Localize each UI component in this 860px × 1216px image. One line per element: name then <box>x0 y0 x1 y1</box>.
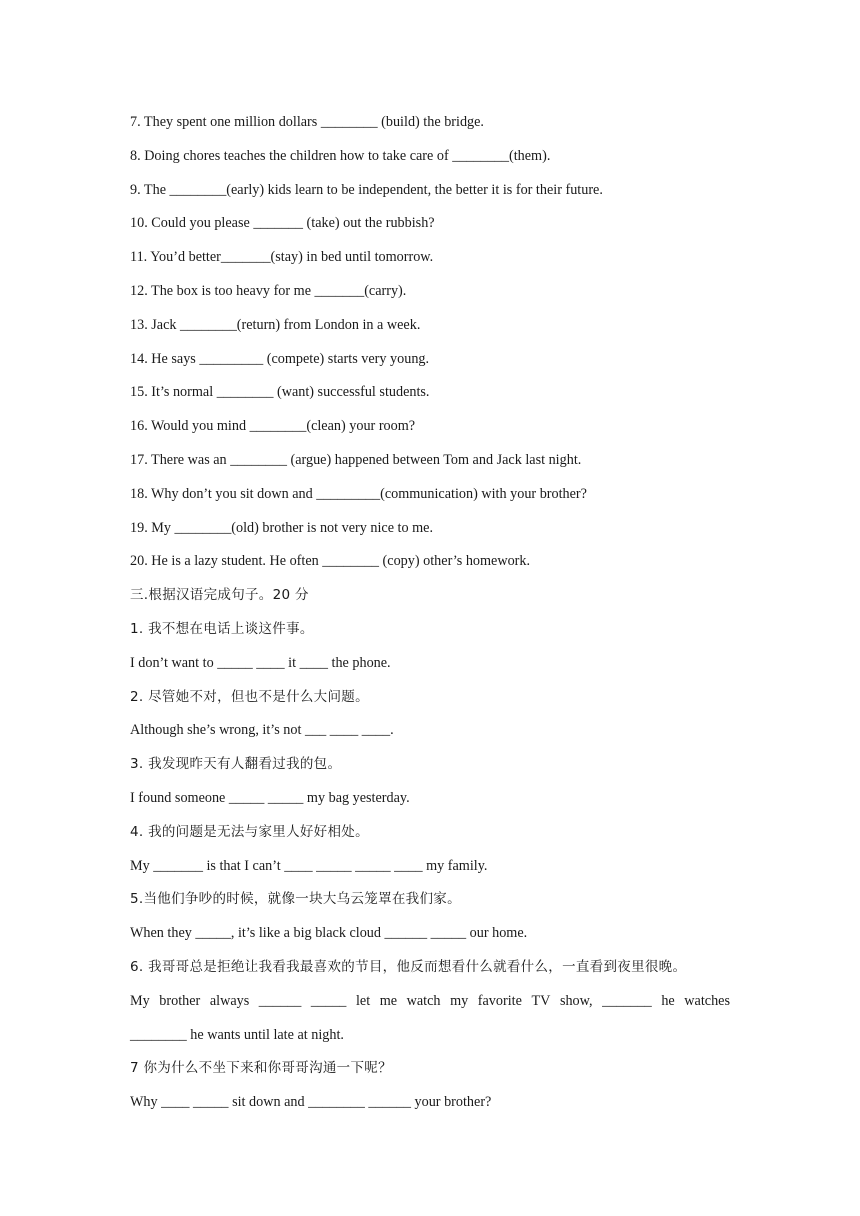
translation-prompt-2: 2. 尽管她不对，但也不是什么大问题。 <box>130 688 369 705</box>
exercise-item-19: 19. My ________(old) brother is not very nice to me. <box>130 519 434 536</box>
answer-word: me <box>379 992 398 1009</box>
exercise-item-8: 8. Doing chores teaches the children how to take care of ________(them). <box>130 147 551 164</box>
exercise-item-7: 7. They spent one million dollars ________ (build) the bridge. <box>130 114 484 130</box>
exercise-item-16: 16. Would you mind ________(clean) your room? <box>130 418 416 435</box>
exercise-item-9: 9. The ________(early) kids learn to be independent, the better it is for their future. <box>130 181 603 198</box>
exercise-item-20: 20. He is a lazy student. He often ________ (copy) other’s homework. <box>130 553 531 570</box>
answer-word: show, <box>559 992 593 1009</box>
answer-word: brother <box>159 992 201 1009</box>
exercise-item-14: 14. He says _________ (compete) starts very young. <box>130 350 430 367</box>
answer-word: TV <box>531 992 551 1009</box>
worksheet-content <box>130 112 730 1126</box>
section2-list <box>130 112 730 571</box>
translation-answer-7: Why ____ _____ sit down and ________ ______ your brother? <box>130 1094 492 1111</box>
answer-blank: ______ <box>258 992 302 1009</box>
translation-prompt-7: 7 你为什么不坐下来和你哥哥沟通一下呢？ <box>130 1060 392 1077</box>
answer-word: watches <box>684 992 730 1009</box>
answer-word: he <box>661 992 675 1009</box>
translation-prompt-5: 5.当他们争吵的时候，就像一块大乌云笼罩在我们家。 <box>130 891 461 908</box>
translation-answer-6-line2: ________ he wants until late at night. <box>130 1026 344 1043</box>
answer-blank: _____ <box>310 992 347 1009</box>
translation-answer-6-line1 <box>130 991 730 1011</box>
exercise-item-17: 17. There was an ________ (argue) happened between Tom and Jack last night. <box>130 451 582 468</box>
answer-blank: _______ <box>602 992 652 1009</box>
translation-prompt-1: 1. 我不想在电话上谈这件事。 <box>130 620 314 637</box>
translation-answer-4: My _______ is that I can’t ____ _____ _____ ____ my family. <box>130 857 488 874</box>
translation-prompt-6: 6. 我哥哥总是拒绝让我看我最喜欢的节目，他反而想看什么就看什么，一直看到夜里很晚。 <box>130 958 687 975</box>
exercise-item-13: 13. Jack ________(return) from London in a week. <box>130 316 421 333</box>
answer-word: favorite <box>477 992 522 1009</box>
translation-answer-2: Although she’s wrong, it’s not ___ ____ ____. <box>130 722 394 739</box>
exercise-item-11: 11. You’d better_______(stay) in bed until tomorrow. <box>130 249 434 266</box>
exercise-item-15: 15. It’s normal ________ (want) successful students. <box>130 384 430 401</box>
answer-word: my <box>450 992 469 1009</box>
translation-prompt-4: 4. 我的问题是无法与家里人好好相处。 <box>130 823 369 840</box>
translation-answer-3: I found someone _____ _____ my bag yesterday. <box>130 789 410 806</box>
exercise-item-12: 12. The box is too heavy for me _______(carry). <box>130 282 407 299</box>
translation-answer-5: When they _____, it’s like a big black cloud ______ _____ our home. <box>130 925 528 942</box>
section3-heading: 三.根据汉语完成句子。20 分 <box>130 587 309 604</box>
translation-prompt-3: 3. 我发现昨天有人翻看过我的包。 <box>130 756 342 773</box>
answer-word: always <box>209 992 250 1009</box>
section3-list <box>130 619 730 1112</box>
answer-word: watch <box>406 992 441 1009</box>
answer-word: let <box>355 992 371 1009</box>
exercise-item-18: 18. Why don’t you sit down and _________(communication) with your brother? <box>130 485 587 502</box>
answer-word: My <box>130 992 150 1009</box>
exercise-item-10: 10. Could you please _______ (take) out the rubbish? <box>130 215 435 232</box>
translation-answer-1: I don’t want to _____ ____ it ____ the phone. <box>130 654 391 671</box>
